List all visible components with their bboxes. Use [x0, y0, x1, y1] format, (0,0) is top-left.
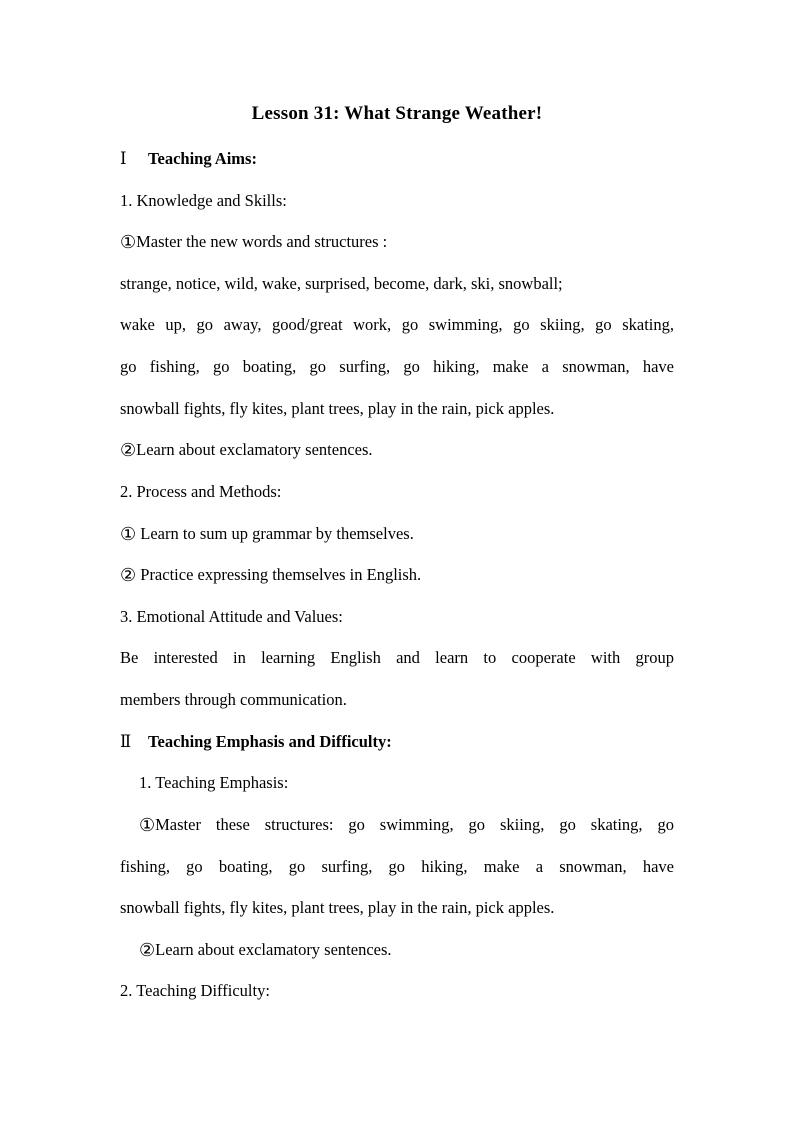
values-text: members through communication. [120, 690, 347, 709]
list-item-continuation: fishing, go boating, go surfing, go hiking, make a snowman, have [120, 857, 674, 876]
list-item [139, 939, 674, 961]
section-numeral: Ⅰ [120, 149, 127, 168]
list-item [139, 814, 674, 836]
subheading-process-methods: 2. Process and Methods: [120, 482, 282, 501]
section-heading-text: Teaching Aims: [148, 149, 257, 168]
phrases-line: wake up, go away, good/great work, go swimming, go skiing, go skating, [120, 315, 674, 334]
list-item [120, 564, 674, 586]
circled-number-icon: ② [120, 440, 137, 461]
list-item-text: Learn about exclamatory sentences. [136, 440, 373, 459]
values-text: Be interested in learning English and learn to cooperate with group [120, 648, 674, 667]
list-item-text: Learn to sum up grammar by themselves. [136, 524, 414, 543]
vocabulary-words: strange, notice, wild, wake, surprised, become, dark, ski, snowball; [120, 274, 563, 293]
section-heading-text: Teaching Emphasis and Difficulty: [148, 732, 392, 751]
phrases-line: snowball fights, fly kites, plant trees, play in the rain, pick apples. [120, 399, 555, 418]
section-heading-aims [120, 148, 674, 170]
section-heading-emphasis [120, 731, 674, 753]
subheading-teaching-emphasis: 1. Teaching Emphasis: [139, 773, 289, 792]
list-item-continuation: snowball fights, fly kites, plant trees, play in the rain, pick apples. [120, 898, 555, 917]
circled-number-icon: ② [120, 565, 137, 586]
section-numeral: Ⅱ [120, 732, 132, 751]
list-item [120, 439, 674, 461]
phrases-line: go fishing, go boating, go surfing, go hiking, make a snowman, have [120, 357, 674, 376]
circled-number-icon: ① [139, 815, 156, 836]
list-item-text: Practice expressing themselves in English. [136, 565, 422, 584]
circled-number-icon: ② [139, 940, 156, 961]
list-item [120, 523, 674, 545]
list-item-text: Master these structures: go swimming, go skiing, go skating, go [155, 815, 674, 834]
subheading-attitude-values: 3. Emotional Attitude and Values: [120, 607, 343, 626]
subheading-knowledge-skills: 1. Knowledge and Skills: [120, 191, 287, 210]
page-title: Lesson 31: What Strange Weather! [251, 103, 543, 124]
list-item-text: Learn about exclamatory sentences. [155, 940, 392, 959]
list-item [120, 231, 674, 253]
subheading-teaching-difficulty: 2. Teaching Difficulty: [120, 981, 270, 1000]
circled-number-icon: ① [120, 524, 137, 545]
circled-number-icon: ① [120, 232, 137, 253]
list-item-text: Master the new words and structures : [136, 232, 388, 251]
